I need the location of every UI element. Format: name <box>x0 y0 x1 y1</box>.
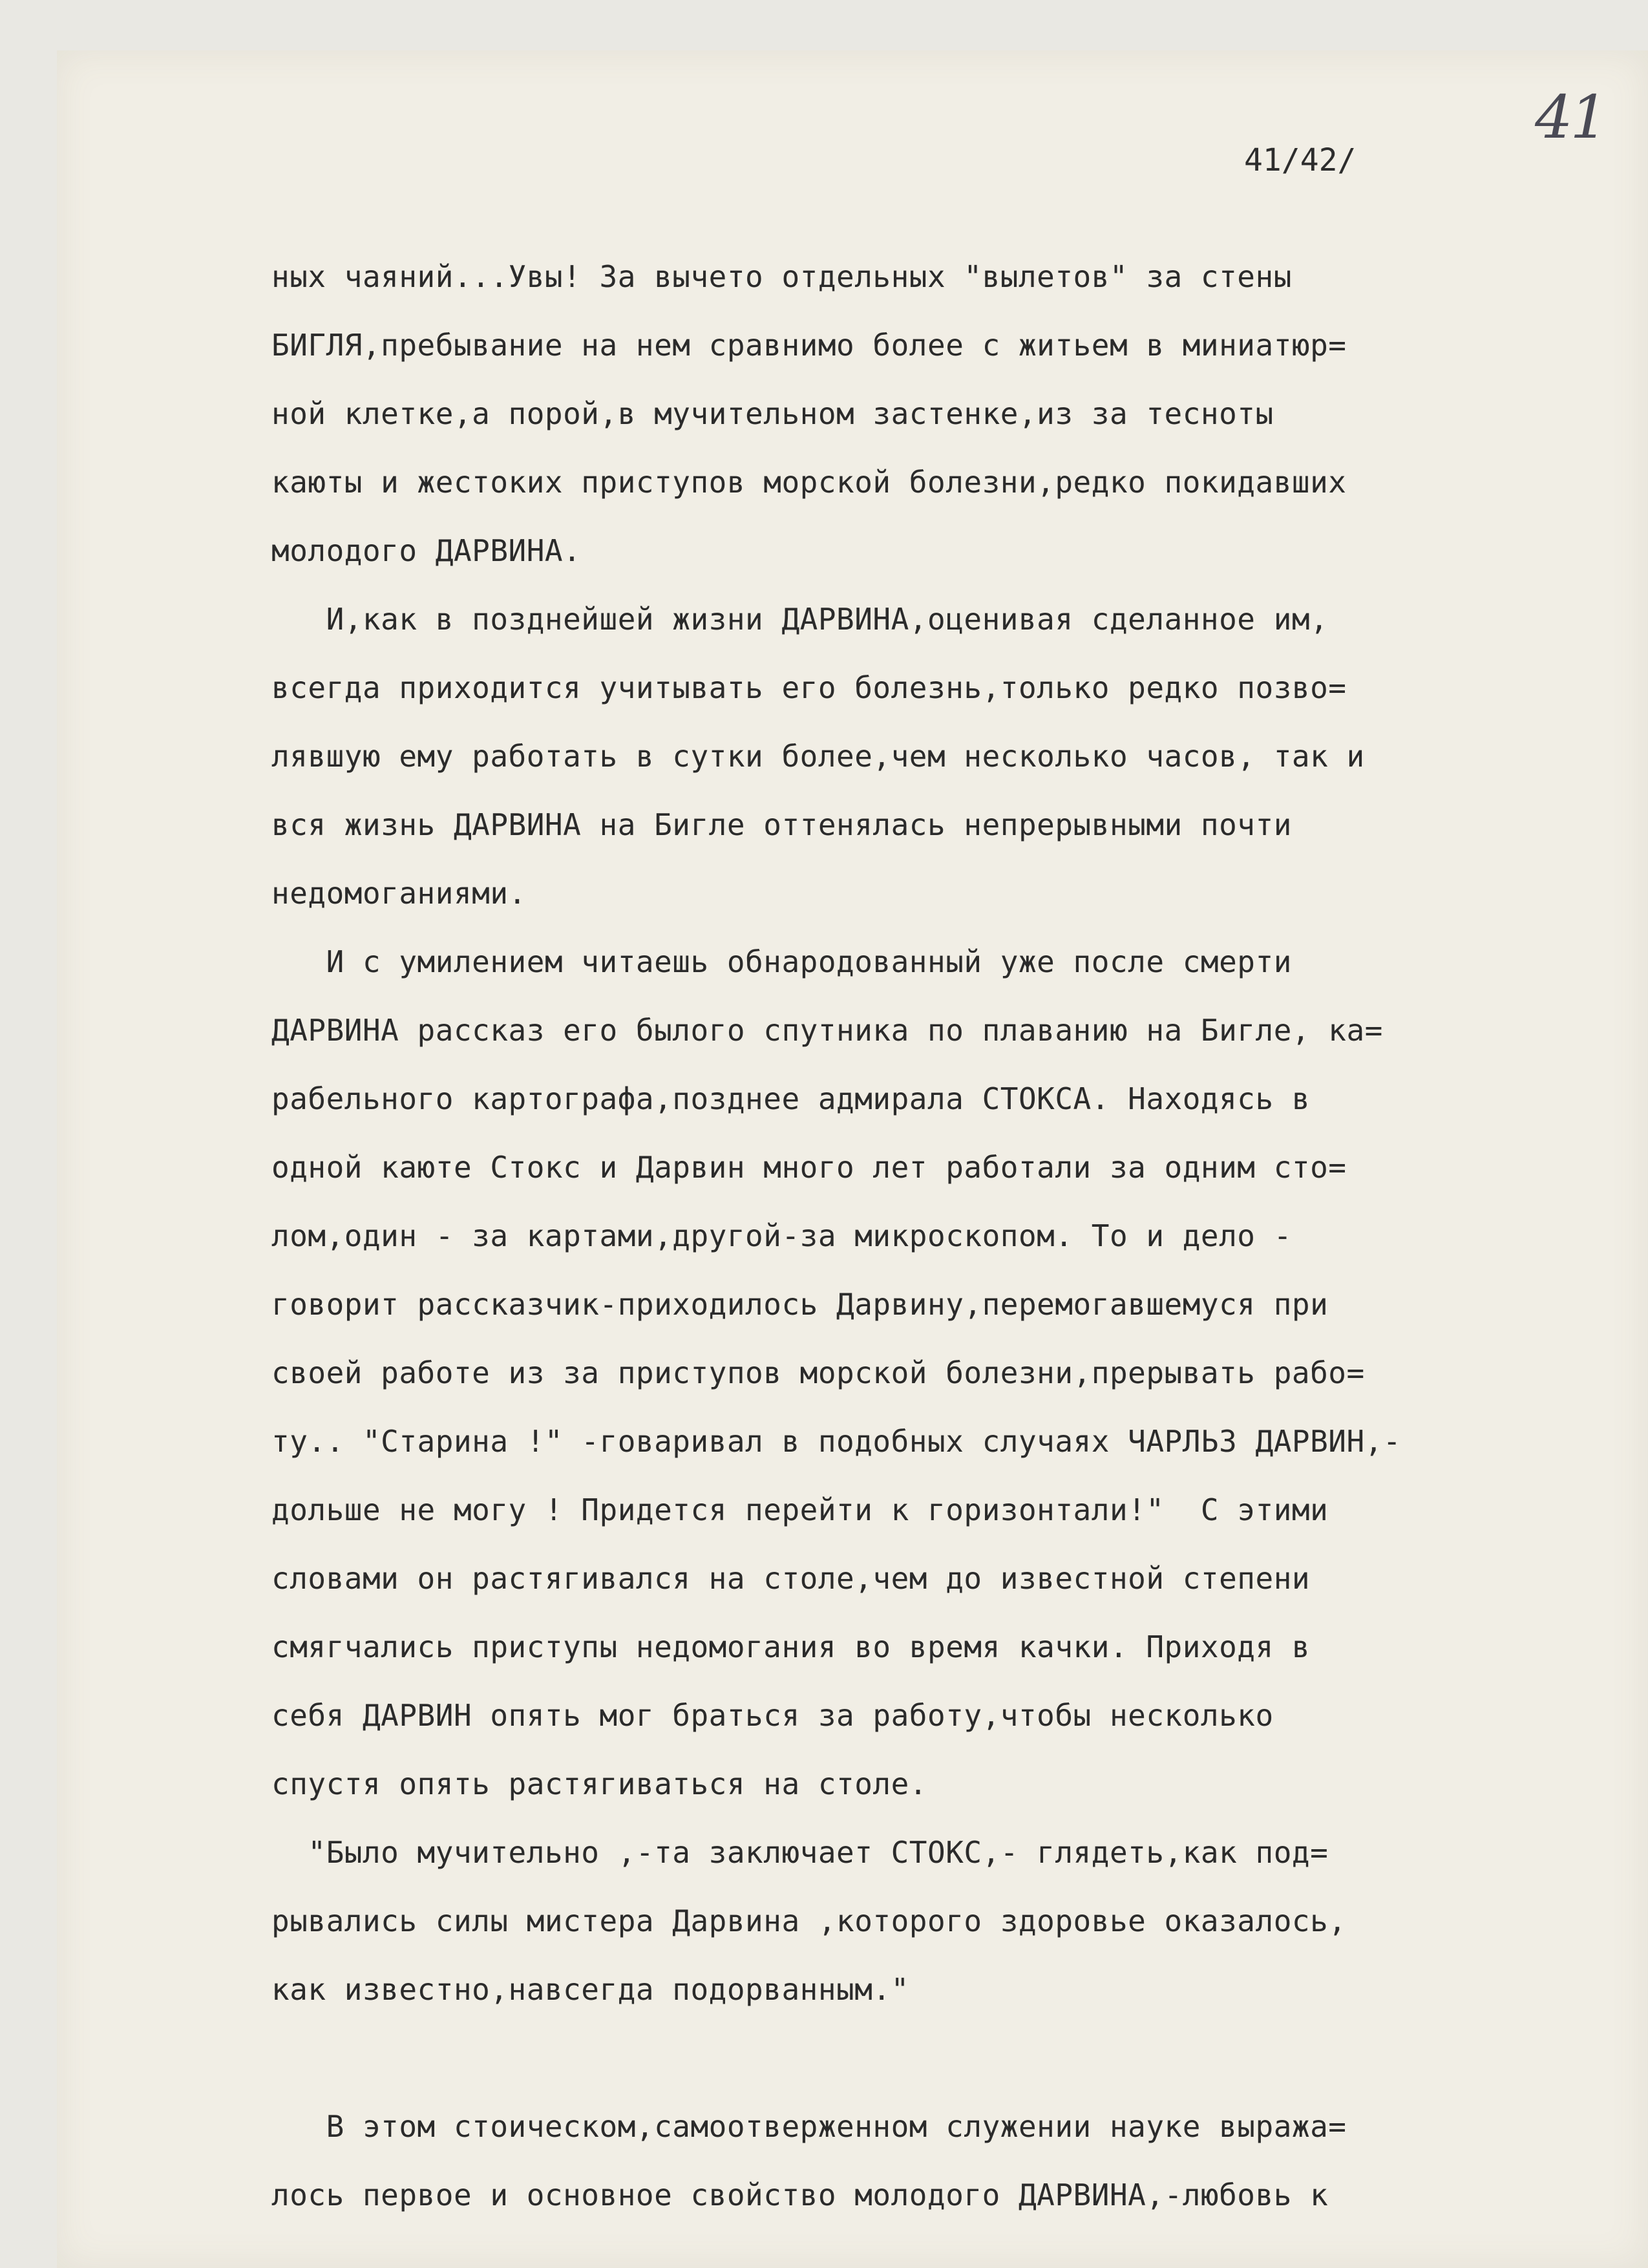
handwritten-folio-number: 41 <box>1535 83 1606 152</box>
text-line: недомоганиями. <box>271 876 527 911</box>
text-line: лявшую ему работать в сутки более,чем несколько часов, так и <box>271 739 1365 774</box>
text-line: рабельного картографа,позднее адмирала СТОКСА. Находясь в <box>271 1081 1311 1116</box>
page-number: 41/42/ <box>1244 142 1357 178</box>
body-text <box>271 242 1596 2229</box>
text-line: И,как в позднейшей жизни ДАРВИНА,оценивая сделанное им, <box>271 602 1329 637</box>
text-line: словами он растягивался на столе,чем до известной степени <box>271 1561 1311 1596</box>
text-line: смягчались приступы недомогания во время качки. Приходя в <box>271 1629 1311 1664</box>
text-line: всегда приходится учитывать его болезнь,только редко позво= <box>271 670 1347 705</box>
text-line: молодого ДАРВИНА. <box>271 533 582 568</box>
text-line: ту.. "Старина !" -говаривал в подобных случаях ЧАРЛЬЗ ДАРВИН,- <box>271 1424 1402 1459</box>
text-line: говорит рассказчик-приходилось Дарвину,перемогавшемуся при <box>271 1287 1329 1322</box>
text-line: вся жизнь ДАРВИНА на Бигле оттенялась непрерывными почти <box>271 807 1292 842</box>
text-line: как известно,навсегда подорванным." <box>271 1972 909 2007</box>
blank-line <box>271 2024 1596 2092</box>
scan-top-margin <box>0 0 1648 50</box>
text-line: рывались силы мистера Дарвина ,которого здоровье оказалось, <box>271 1903 1347 1938</box>
text-line: спустя опять растягиваться на столе. <box>271 1766 927 1801</box>
text-line: ных чаяний...Увы! За вычето отдельных "вылетов" за стены <box>271 259 1292 294</box>
scan-left-margin <box>0 0 57 2268</box>
text-line: лом,один - за картами,другой-за микроскопом. То и дело - <box>271 1218 1292 1253</box>
text-line: И с умилением читаешь обнародованный уже после смерти <box>271 944 1292 979</box>
text-line: БИГЛЯ,пребывание на нем сравнимо более с житьем в миниатюр= <box>271 328 1347 363</box>
text-line: своей работе из за приступов морской болезни,прерывать рабо= <box>271 1355 1365 1390</box>
text-line: "Было мучительно ,-та заключает СТОКС,- глядеть,как под= <box>271 1835 1329 1870</box>
text-line: каюты и жестоких приступов морской болезни,редко покидавших <box>271 465 1347 500</box>
text-line: дольше не могу ! Придется перейти к горизонтали!" С этими <box>271 1492 1329 1527</box>
text-line: ДАРВИНА рассказ его былого спутника по плаванию на Бигле, ка= <box>271 1013 1383 1048</box>
text-line: лось первое и основное свойство молодого ДАРВИНА,-любовь к <box>271 2178 1329 2212</box>
text-line: одной каюте Стокс и Дарвин много лет работали за одним сто= <box>271 1150 1347 1185</box>
text-line: ной клетке,а порой,в мучительном застенке,из за тесноты <box>271 396 1274 431</box>
text-line: В этом стоическом,самоотверженном служении науке выража= <box>271 2109 1347 2144</box>
text-line: себя ДАРВИН опять мог браться за работу,чтобы несколько <box>271 1698 1274 1733</box>
